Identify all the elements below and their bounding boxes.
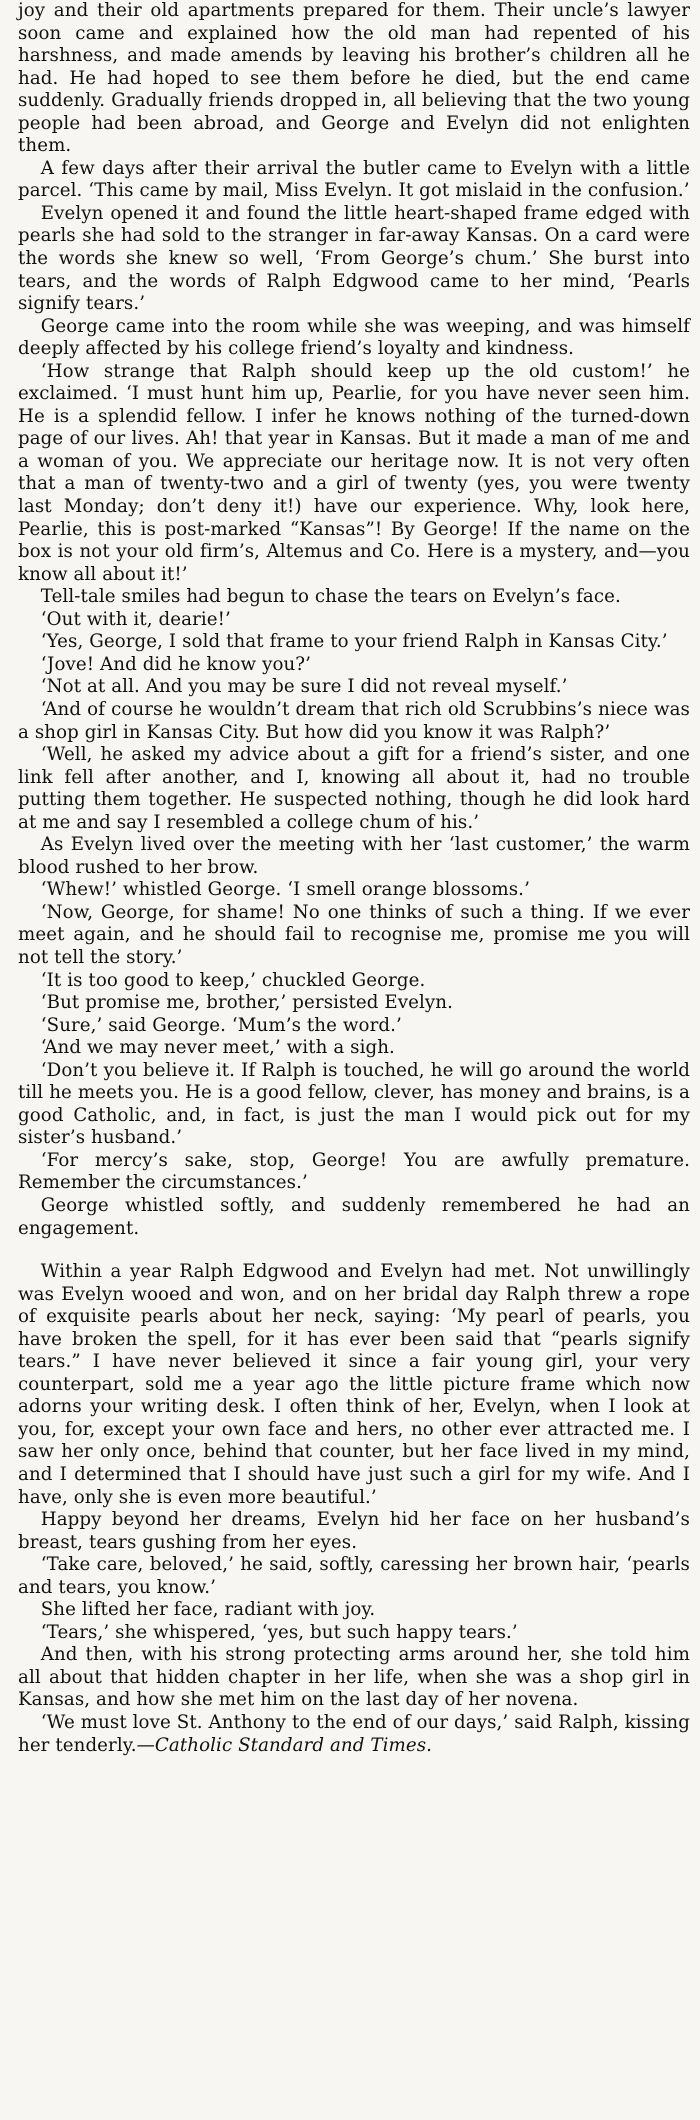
article-paragraph: ‘Whew!’ whistled George. ‘I smell orange blossoms.’ — [40, 879, 530, 901]
article-paragraph: She lifted her face, radiant with joy. — [40, 1599, 376, 1621]
article-paragraph: And then, with his strong protecting arms around her, she told him all about that hidden chapter in her life, when she was a shop girl in Kansas, and how she met him on the last day of her novena. — [18, 1644, 690, 1711]
article-paragraph: Tell-tale smiles had begun to chase the tears on Evelyn’s face. — [40, 586, 621, 608]
article-paragraph: George came into the room while she was weeping, and was himself deeply affected by his college friend’s loyalty and kindness. — [18, 315, 690, 360]
article-paragraph: George whistled softly, and suddenly remembered he had an engagement. — [18, 1194, 690, 1239]
article-paragraph: ‘And we may never meet,’ with a sigh. — [40, 1037, 395, 1059]
article-paragraph: Within a year Ralph Edgwood and Evelyn had met. Not unwillingly was Evelyn wooed and won, and on her bridal day Ralph threw a rope of exquisite pearls about her neck, saying: ‘My pearl of pearls, you have broken the spell, for it has ever been said that “pearls signify tears.” I have never believed it since a fair young girl, your very counterpart, sold me a year ago the little picture frame which now adorns your writing desk. I often think of her, Evelyn, when I look at you, for, except your own face and hers, no other ever attracted me. I saw her only once, behind that counter, but her face lived in my mind, and I determined that I should have just such a girl for my wife. And I have, only she is even more beautiful.’ — [18, 1261, 690, 1508]
article-paragraph: ‘For mercy’s sake, stop, George! You are awfully premature. Remember the circumstances.’ — [18, 1149, 690, 1194]
article-paragraph: ‘And of course he wouldn’t dream that rich old Scrubbins’s niece was a shop girl in Kansas City. But how did you know it was Ralph?’ — [18, 698, 690, 743]
article-paragraph: A few days after their arrival the butler came to Evelyn with a little parcel. ‘This came by mail, Miss Evelyn. It got mislaid in the confusion.’ — [18, 157, 690, 202]
article-column — [18, 0, 690, 1757]
article-paragraph: Evelyn opened it and found the little heart-shaped frame edged with pearls she had sold to the stranger in far-away Kansas. On a card were the words she knew so well, ‘From George’s chum.’ She burst into tears, and the words of Ralph Edgwood came to her mind, ‘Pearls signify tears.’ — [18, 202, 690, 315]
article-paragraph: ‘Take care, beloved,’ he said, softly, caressing her brown hair, ‘pearls and tears, you know.’ — [18, 1554, 690, 1598]
closing-line: ‘We must love St. Anthony to the end of our days,’ said Ralph, kissing her tenderly.— — [18, 1712, 690, 1756]
article-paragraph: joy and their old apartments prepared for them. Their uncle’s lawyer soon came and explained how the old man had repented of his harshness, and made amends by leaving his brother’s children all he had. He had hoped to see them before he died, but the end came suddenly. Gradually friends dropped in, all believing that the two young people had been abroad, and George and Evelyn did not enlighten them. — [18, 0, 690, 157]
article-paragraph: ‘It is too good to keep,’ chuckled George. — [40, 969, 426, 991]
article-paragraph: As Evelyn lived over the meeting with her ‘last customer,’ the warm blood rushed to her brow. — [18, 834, 690, 878]
article-paragraph: ‘Now, George, for shame! No one thinks of such a thing. If we ever meet again, and he should fail to recognise me, promise me you will not tell the story.’ — [18, 901, 690, 968]
article-paragraph: ‘But promise me, brother,’ persisted Evelyn. — [40, 992, 453, 1014]
source-credit: Catholic Standard and Times. — [154, 1734, 433, 1756]
article-paragraph: ‘Well, he asked my advice about a gift for a friend’s sister, and one link fell after another, and I, knowing all about it, had no trouble putting them together. He suspected nothing, though he did look hard at me and say I resembled a college chum of his.’ — [18, 744, 690, 833]
article-paragraph: ‘Yes, George, I sold that frame to your friend Ralph in Kansas City.’ — [40, 631, 668, 653]
article-paragraph: ‘Not at all. And you may be sure I did not reveal myself.’ — [40, 676, 568, 698]
closing-paragraph — [18, 1712, 690, 1757]
article-paragraph: ‘Out with it, dearie!’ — [40, 608, 231, 630]
article-paragraph: ‘How strange that Ralph should keep up the old custom!’ he exclaimed. ‘I must hunt him up, Pearlie, for you have never seen him. He is a splendid fellow. I infer he knows nothing of the turned-down page of our lives. Ah! that year in Kansas. But it made a man of me and a woman of you. We appreciate our heritage now. It is not very often that a man of twenty-two and a girl of twenty (yes, you were twenty last Monday; don’t deny it!) have our experience. Why, look here, Pearlie, this is post-marked “Kansas”! By George! If the name on the box is not your old firm’s, Altemus and Co. Here is a mystery, and—you know all about it!’ — [18, 360, 690, 585]
article-paragraph: ‘Sure,’ said George. ‘Mum’s the word.’ — [40, 1014, 402, 1036]
article-paragraph: ‘Jove! And did he know you?’ — [40, 653, 312, 675]
article-paragraph: Happy beyond her dreams, Evelyn hid her face on her husband’s breast, tears gushing from her eyes. — [18, 1509, 690, 1553]
article-paragraph: ‘Tears,’ she whispered, ‘yes, but such happy tears.’ — [40, 1621, 518, 1643]
article-paragraph: ‘Don’t you believe it. If Ralph is touched, he will go around the world till he meets you. He is a good fellow, clever, has money and brains, is a good Catholic, and, in fact, is just the man I would pick out for my sister’s husband.’ — [18, 1059, 690, 1149]
